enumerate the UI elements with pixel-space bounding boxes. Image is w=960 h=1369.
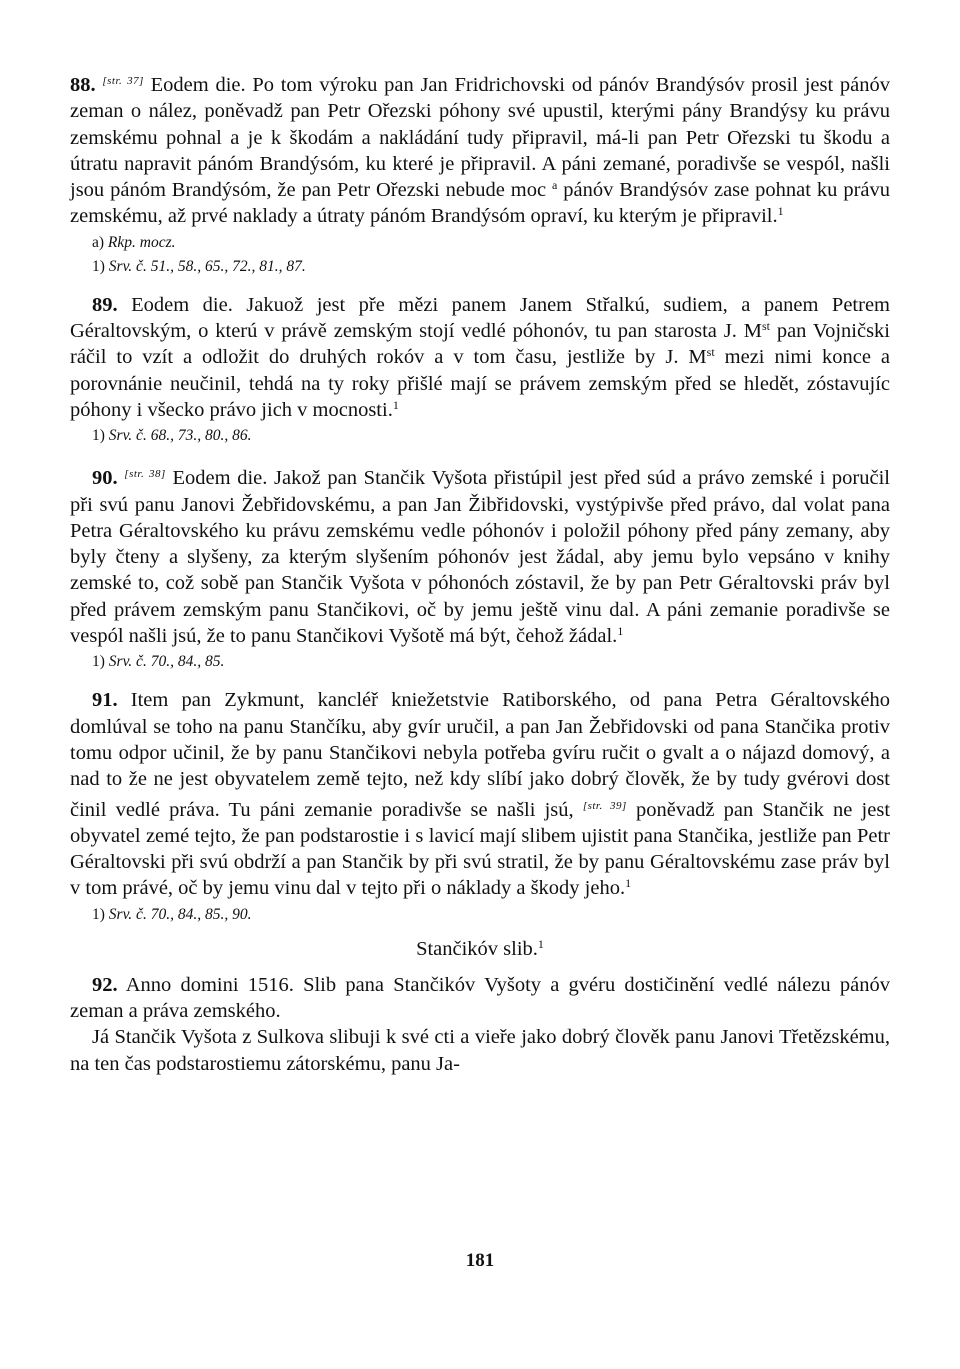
entry-90 [70, 461, 890, 649]
entry-text-cont: pánóv Brandýsóv zase pohnat ku právu zemskému, až prvé naklady a útraty pánóm Brandýsóm opraví, ku kterým je připravil. [70, 179, 890, 228]
page-number: 181 [465, 1250, 495, 1271]
entry-text-cont: poněvadž pan Stančik ne jest obyvatel zemé tejto, že pan podstarostie i s lavicí mají slibem ujistit pana Stančika, jestliže pan Petr Géraltovski při svú obdrží a pan Stančik by při svú stratil, že by panu Géraltovskému zase práv byl v tom právé, oč by jemu vinu dal v tejto při o náklady a škody jeho. [70, 798, 891, 900]
entry-92 [70, 972, 890, 1025]
superscript-st: st [706, 345, 715, 360]
footnote-mark: 1) [92, 653, 105, 671]
footnote-ref: 1 [625, 876, 632, 891]
entry-92-body [70, 1024, 890, 1077]
entry-number: 92. [92, 973, 118, 996]
footnote-mark: 1) [92, 257, 105, 275]
footnote-text: Rkp. mocz. [107, 233, 176, 251]
entry-text: Anno domini 1516. Slib pana Stančikóv Vyšoty a gvéru dostičinění vedlé nálezu pánóv zeman a práva zemského. [70, 973, 890, 1023]
section-heading [70, 936, 890, 962]
footnote-ref: 1 [617, 624, 624, 639]
footnote-text: Srv. č. 70., 84., 85. [108, 653, 225, 671]
footnote-mark: a) [92, 233, 105, 251]
entry-text-cont: mezi nimi konce a porovnánie neučinil, tehdá na ty roky přišlé mají se právem zemským před se hledět, zóstavujíc póhony i všecko právo jich v mocnosti. [70, 346, 890, 421]
superscript-st: st [761, 319, 770, 334]
footnote-1 [92, 651, 890, 673]
footnote-mark: 1) [92, 427, 105, 445]
footnote-text: Srv. č. 70., 84., 85., 90. [108, 905, 252, 923]
entry-number: 88. [70, 74, 96, 96]
footnote-1 [92, 904, 890, 926]
entry-91 [70, 687, 890, 901]
entry-text-cont: pan Vojničski ráčil to vzít a odložit do druhých rokóv a v tom času, jestliže by J. M [70, 320, 890, 369]
entry-text: Item pan Zykmunt, kancléř kniežetstvie Ratiborského, od pana Petra Géraltovského domlúval se toho na panu Stančíku, aby gvír uručil, a pan Jan Žebřidovski od pana Stančika protiv tomu odpor učinil, že by panu Stančikovi nebyla potřeba gvíru ručit o gvalt a o nájazd domový, a nad to že ne jest obyvatelem země tejto, než kdy slíbí jako dobrý člověk, že by tudy gvérovi dost činil vedlé práva. Tu páni zemanie poradivše se našli jsú, [70, 689, 890, 821]
page-reference: [str. 39] [582, 799, 627, 812]
entry-text: Eodem die. Jakuož jest pře mězi panem Janem Střalkú, sudiem, a panem Petrem Géraltovským, o kterú v právě zemským stojí vedlé póhonóv, tu pan starosta J. M [70, 293, 891, 343]
footnote-1 [92, 256, 890, 278]
entry-number: 90. [92, 467, 118, 490]
page-reference: [str. 38] [124, 468, 166, 481]
footnote-ref: 1 [777, 204, 784, 219]
entry-text: Eodem die. Po tom výroku pan Jan Fridrichovski od pánóv Brandýsóv prosil jest pánóv zeman o nález, poněvadž pan Petr Ořezski póhony své upustil, kterými pány Brandýsy ku právu zemskému pohnal a je k škodám a nakládání tudy připravil, má-li pan Petr Ořezski tu škodu a útratu napravit pánóm Brandýsóm, ku které je připravil. A páni zemané, poradivše se vespól, našli jsou pánóm Brandýsóm, že pan Petr Ořezski nebude moc [70, 74, 891, 202]
entry-text: Eodem die. Jakož pan Stančik Vyšota přistúpil jest před súd a právo zemské i poručil při svú panu Janovi Žebřidovskému, a pan Jan Žibřidovski, vystýpivše před právo, dal volat pana Petra Géraltovského ku právu zemskému vedle póhonóv i položil póhony před pány zemany, aby byly čteny a slyšeny, za kterým slyšením póhonóv jest žádal, aby jemu bylo vepsáno v knihy zemské to, což sobě pan Stančik Vyšota v póhonóch zóstavil, že by pan Petr Géraltovski práv byl před právem zemským panu Stančikovi, oč by jemu ještě vinu dal. A páni zemanie poradivše se vespól našli jsú, že to panu Stančikovi Vyšotě má být, čehož žádal. [70, 467, 891, 648]
page-reference: [str. 37] [102, 75, 144, 87]
footnote-ref: 1 [537, 936, 544, 951]
entry-89 [70, 292, 890, 423]
entry-text: Já Stančik Vyšota z Sulkova slibuji k své cti a vieře jako dobrý člověk panu Janovi Třetězskému, na ten čas podstarostiemu zátorskému, panu Ja- [70, 1026, 890, 1075]
footnote-mark: 1) [92, 905, 105, 923]
footnote-text: Srv. č. 51., 58., 65., 72., 81., 87. [108, 257, 306, 275]
heading-text: Stančikóv slib. [416, 937, 538, 960]
page-body [70, 68, 890, 1077]
entry-number: 91. [92, 689, 118, 712]
footnote-ref: 1 [392, 397, 399, 412]
footnote-a [92, 232, 890, 254]
variant-mark: a [551, 178, 558, 193]
footnote-text: Srv. č. 68., 73., 80., 86. [108, 427, 252, 445]
footnote-1 [92, 425, 890, 447]
entry-88 [70, 68, 890, 230]
entry-number: 89. [92, 293, 118, 316]
